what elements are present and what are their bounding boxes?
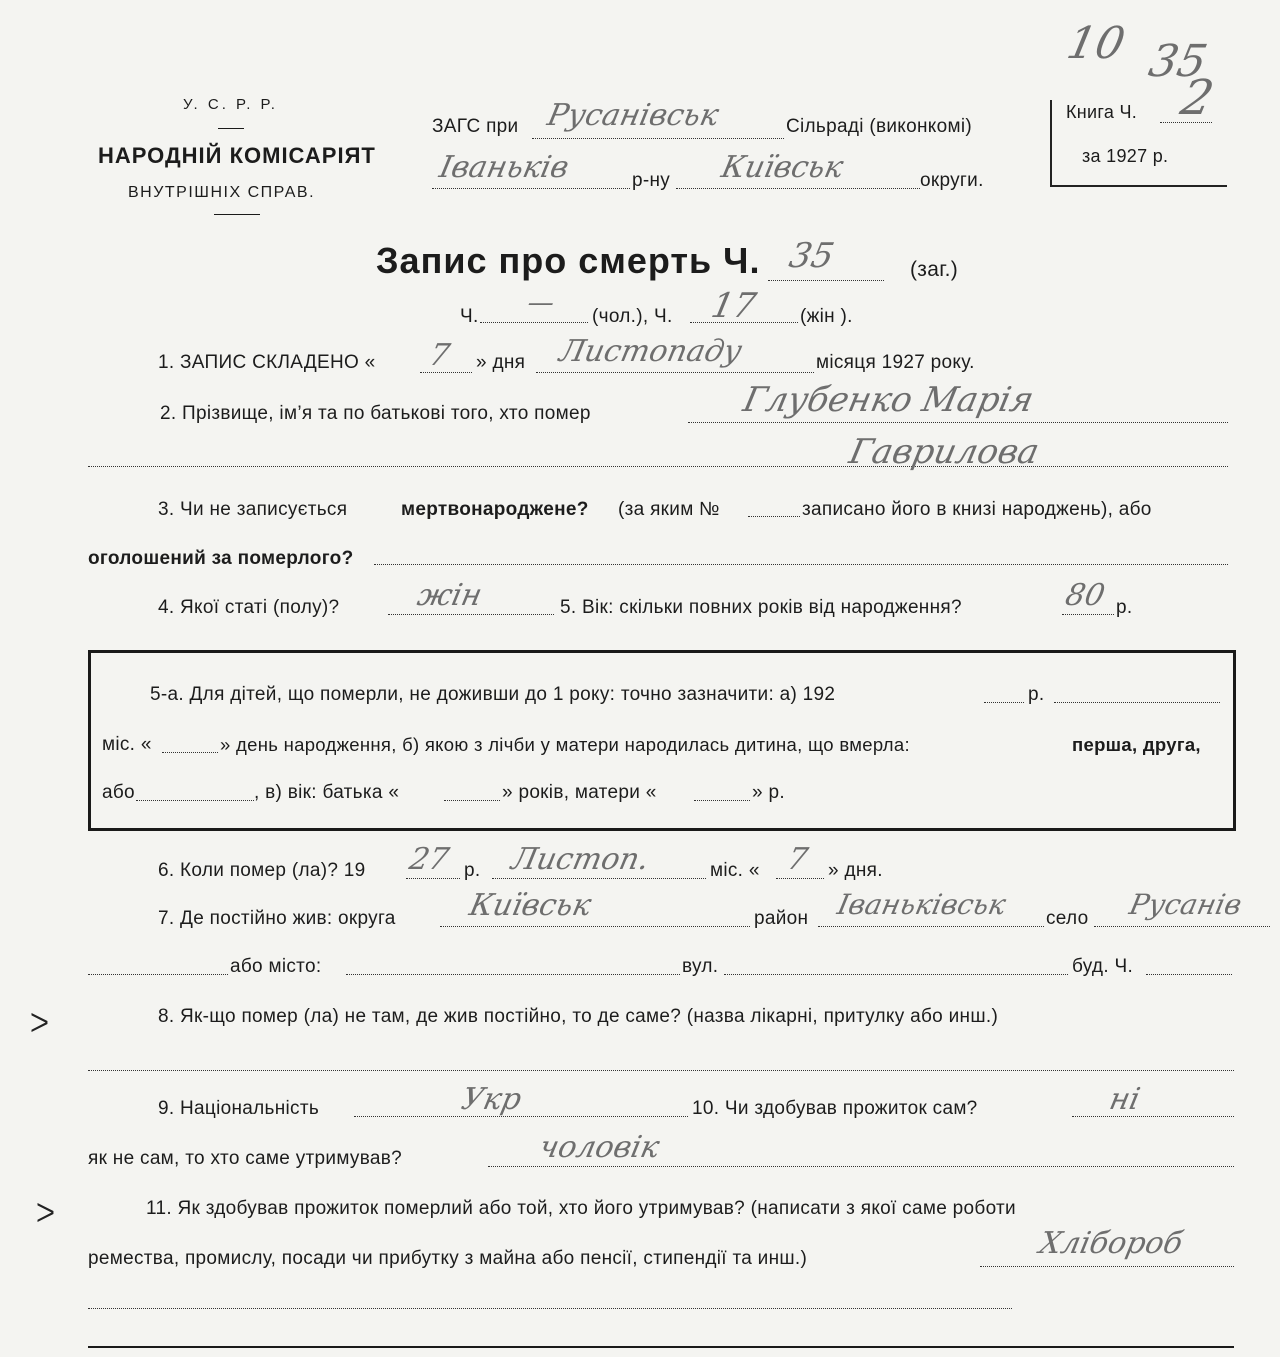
q7-abo-misto: або місто: — [230, 956, 322, 977]
q7-city-line — [346, 974, 680, 975]
archive-number-right: 35 — [1144, 36, 1212, 87]
q8-line — [88, 1070, 1234, 1071]
q10-self-hand: ні — [1106, 1082, 1144, 1117]
q4-sex-line — [388, 614, 554, 615]
book-year: за 1927 р. — [1082, 146, 1169, 166]
q2-name-hand: Глубенко Марія — [739, 380, 1038, 420]
q6-day-hand: 7 — [784, 842, 811, 877]
q5-age-unit: р. — [1116, 597, 1133, 618]
q7-street-line — [724, 974, 1068, 975]
q9-label: 9. Національність — [158, 1098, 320, 1119]
male-count-prefix: Ч. — [460, 306, 479, 327]
district-hand: Іваньків — [436, 150, 572, 185]
q10-label: 10. Чи здобував прожиток сам? — [692, 1098, 978, 1119]
q3-declared-dead: оголошений за померлого? — [88, 548, 354, 569]
q1-day-hand: 7 — [426, 338, 453, 373]
q6-day-line — [776, 878, 824, 879]
q2-label: 2. Прізвище, ім’я та по батькові того, хто помер — [160, 403, 591, 424]
book-number-hand: 2 — [1176, 70, 1219, 126]
okrugy-label: округи. — [920, 170, 984, 191]
q7-okrug-hand: Київськ — [466, 888, 595, 923]
q9-nationality-hand: Укр — [458, 1082, 525, 1117]
form-bottom-rule — [88, 1346, 1234, 1348]
q5a-line3-c: » років, матери « — [502, 782, 657, 803]
q6-label: 6. Коли помер (ла)? 19 — [158, 860, 366, 881]
q3-stillborn: мертвонароджене? — [401, 499, 589, 520]
q5a-line1-fill — [1054, 702, 1220, 703]
q5a-line3-a: або — [102, 782, 135, 803]
q10-who-line — [488, 1166, 1234, 1167]
q5-age-line — [1062, 614, 1114, 615]
q6-mis: міс. « — [710, 860, 760, 881]
q10-self-line — [1072, 1116, 1234, 1117]
okrug-hand: Київськ — [718, 150, 847, 185]
q6-month-hand: Листоп. — [508, 842, 653, 877]
q11-work-hand: Хлібороб — [1036, 1226, 1186, 1261]
q7-label: 7. Де постійно жив: округа — [158, 908, 396, 929]
q9-nationality-line — [354, 1116, 688, 1117]
q1-mid: » дня — [476, 352, 526, 373]
q1-month-line — [536, 372, 814, 373]
male-count-hand: — — [524, 288, 558, 318]
record-number-hand: 35 — [785, 236, 838, 276]
q5a-order-line — [136, 800, 254, 801]
male-count-label: (чол.), Ч. — [592, 306, 673, 327]
q7-prefix-line — [88, 974, 228, 975]
record-suffix: (заг.) — [910, 258, 959, 281]
q3-declared-line — [374, 564, 1228, 565]
q6-dnya: » дня. — [828, 860, 883, 881]
q5a-line2-b: » день народження, б) якою з лічби у матери народилась дитина, що вмерла: — [220, 734, 910, 755]
q1-end: місяця 1927 року. — [816, 352, 975, 373]
archive-number-left: 10 — [1062, 18, 1130, 69]
q5a-line3-d: » р. — [752, 782, 785, 803]
q5-label: 5. Вік: скільки повних років від народження? — [560, 597, 962, 618]
q1-label: 1. ЗАПИС СКЛАДЕНО « — [158, 352, 376, 373]
q10-who-hand: чоловік — [536, 1130, 663, 1165]
header-divider-bottom — [214, 214, 260, 215]
q11-work-line — [980, 1266, 1234, 1267]
q5a-year-line — [984, 702, 1024, 703]
q3-part2: (за яким № — [618, 499, 720, 520]
q2-patronymic-hand: Гаврилова — [845, 432, 1043, 472]
q7-rayon-label: район — [754, 908, 809, 929]
q7-house-line — [1146, 974, 1232, 975]
female-count-label: (жін ). — [800, 306, 853, 327]
book-label: Книга Ч. — [1066, 102, 1138, 122]
q5a-father-age-line — [444, 800, 500, 801]
q5a-line1-end: р. — [1028, 684, 1045, 705]
q7-vul: вул. — [682, 956, 719, 977]
q11-line1: 11. Як здобував прожиток померлий або той, хто його утримував? (написати з якої саме роботи — [146, 1198, 1016, 1219]
q8-label: 8. Як-що помер (ла) не там, де жив постійно, то де саме? (назва лікарні, притулку або инш.) — [158, 1006, 999, 1027]
record-title: Запис про смерть Ч. — [376, 240, 761, 281]
q3-part3: записано його в книзі народжень), або — [802, 499, 1152, 520]
q4-sex-hand: жін — [414, 578, 486, 613]
q7-rayon-line — [818, 926, 1044, 927]
department-label: ВНУТРІШНІХ СПРАВ. — [128, 184, 316, 201]
q5a-month-line — [162, 752, 218, 753]
margin-mark-bottom: ᐳ — [36, 1198, 55, 1228]
female-count-hand: 17 — [707, 286, 760, 326]
q3-number-line — [748, 516, 800, 517]
zags-label: ЗАГС при — [432, 116, 519, 137]
q7-bud: буд. Ч. — [1072, 956, 1134, 977]
zags-village-line — [532, 138, 784, 139]
q5a-mother-age-line — [694, 800, 750, 801]
q7-okrug-line — [440, 926, 750, 927]
male-count-line — [480, 322, 588, 323]
q1-month-hand: Листопаду — [556, 334, 746, 369]
q5a-line3-b: , в) вік: батька « — [254, 782, 400, 803]
q6-r: р. — [464, 860, 481, 881]
q11-second-line — [88, 1308, 1012, 1309]
record-number-line — [768, 280, 884, 281]
q6-year-line — [406, 878, 460, 879]
q7-selo-hand: Русанів — [1126, 888, 1245, 921]
q11-line2: ремества, промислу, посади чи прибутку з майна або пенсії, стипендії та инш.) — [88, 1248, 808, 1269]
q4-label: 4. Якої статі (полу)? — [158, 597, 340, 618]
q5a-line2-a: міс. « — [102, 734, 152, 755]
q7-selo-line — [1094, 926, 1270, 927]
silrada-label: Сільраді (виконкомі) — [786, 116, 972, 137]
zags-village-hand: Русанівськ — [544, 98, 722, 133]
q10-who-label: як не сам, то хто саме утримував? — [88, 1148, 403, 1169]
ussr-label: У. С. Р. Р. — [183, 96, 278, 113]
q7-rayon-hand: Іваньківськ — [834, 888, 1009, 921]
commissariat-title: НАРОДНІЙ КОМІСАРІЯТ — [98, 143, 376, 168]
q6-month-line — [492, 878, 706, 879]
q2-second-line — [88, 466, 1228, 467]
rnu-label: р-ну — [632, 170, 671, 191]
q5a-line1: 5-а. Для дітей, що померли, не доживши до 1 року: точно зазначити: а) 192 — [150, 684, 836, 705]
okrug-line — [676, 188, 920, 189]
q7-selo-label: село — [1046, 908, 1089, 929]
district-line — [432, 188, 630, 189]
header-divider — [218, 128, 244, 129]
q6-year-hand: 27 — [406, 842, 452, 877]
q2-name-line — [688, 422, 1228, 423]
margin-mark-top: ᐳ — [30, 1008, 49, 1038]
q3-part1: 3. Чи не записується — [158, 499, 348, 520]
q5-age-hand: 80 — [1062, 578, 1108, 613]
q5a-first-second: перша, друга, — [1072, 734, 1201, 755]
